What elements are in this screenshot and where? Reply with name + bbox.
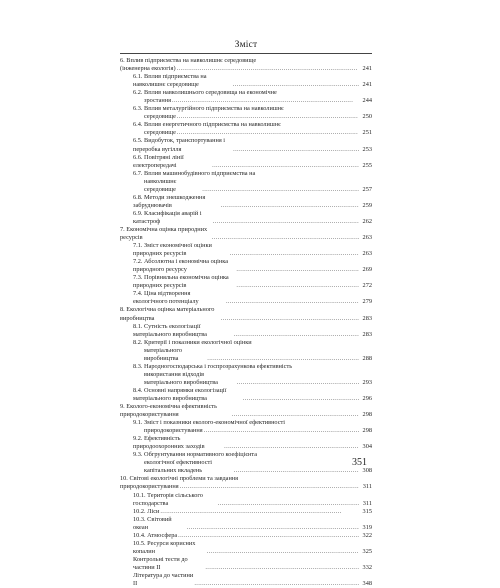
dot-leader [218,500,359,508]
toc-entry-text: 6.1. Вплив підприємства на навколишнє середовище [133,73,207,89]
toc-entry-text: середовище [144,113,176,121]
dot-leader [204,427,359,435]
toc-entry-text: 10.2. Ліси [133,507,160,515]
toc-entry-tests2 [120,556,372,572]
dot-leader [236,266,359,274]
dot-leader [233,81,359,89]
toc-entry-text: 10.1. Територія сільського господарства [133,491,203,507]
toc-entry-s8-4 [120,387,372,403]
toc-entry-s10-5 [120,540,372,556]
toc-entry-s10 [120,475,372,491]
dot-leader [234,331,359,339]
toc-entry-page: 253 [362,145,372,153]
toc-entry-page: 296 [362,394,372,402]
toc-entry-page: 322 [362,531,372,539]
toc-entry-text: 7.4. Ціна відтворення екологічного потенціалу [133,290,199,306]
toc-entry-page: 283 [362,330,372,338]
toc-entry-text: екологічної ефективності капітальних вкладень [144,459,213,475]
toc-entry-page: 263 [362,250,372,258]
toc-entry-text: 8.2. Критерії і показники екологічної оцінки [133,338,252,346]
toc-entry-s6-1 [120,73,372,89]
toc-entry-text: 7. Економічна оцінка природних ресурсів [120,225,208,242]
toc-entry-text: 10.5. Ресурси корисних копалин [133,539,196,555]
dot-leader [237,379,359,387]
toc-entry-s6-4 [120,121,372,137]
dot-leader [221,315,359,323]
toc-entry-page: 272 [362,282,372,290]
toc-entry-page: 283 [362,314,372,322]
table-of-contents [120,57,372,588]
toc-entry-s6-8 [120,194,372,210]
toc-entry-page: 293 [362,378,372,386]
dot-leader [221,202,359,210]
toc-entry-s7 [120,226,372,242]
dot-leader [177,129,359,137]
dot-leader [177,113,359,121]
toc-entry-page: 244 [362,97,372,105]
toc-entry-s9 [120,403,372,419]
toc-entry-s8-3 [120,363,372,387]
dot-leader [233,146,359,154]
toc-entry-page: 241 [362,81,372,89]
toc-entry-s7-2 [120,258,372,274]
toc-entry-page: 332 [362,563,372,571]
page-title: Зміст [234,40,258,50]
dot-leader [243,395,359,403]
toc-entry-text: 6.3. Вплив металургійного підприємства на навколишнє [133,105,284,113]
toc-entry-text: 7.1. Зміст економічної оцінки природних ресурсів [133,242,212,258]
toc-entry-page: 263 [362,234,372,242]
toc-entry-page: 257 [362,185,372,193]
toc-entry-page: 259 [362,201,372,209]
toc-entry-page: 288 [362,354,372,362]
toc-entry-page: 269 [362,266,372,274]
toc-entry-s6 [120,57,372,73]
toc-entry-text: 9.1. Зміст і показники еколого-економічної ефективності [133,419,286,427]
toc-entry-text: 8. Екологічна оцінка матеріального виробництва [120,306,215,322]
toc-entry-s6-9 [120,210,372,226]
dot-leader [180,483,359,491]
toc-entry-text: 6. Вплив підприємства на навколишнє середовище [120,57,257,64]
toc-entry-s8-1 [120,323,372,339]
toc-entry-page: 241 [362,65,372,73]
dot-leader [226,298,359,306]
toc-entry-s7-3 [120,274,372,290]
toc-entry-text: 10.4. Атмосфера [133,531,178,539]
toc-entry-text: 10. Світові екологічні проблеми та завдання [120,475,239,483]
toc-entry-s7-4 [120,290,372,306]
header-rule [120,53,372,54]
toc-entry-text: 6.8. Методи знешкодження забруднювачів [133,193,206,209]
toc-entry-text: 9.2. Ефективність природоохоронних заходів [133,435,205,451]
toc-entry-text: 8.1. Сутність екологізації матеріального виробництва [133,322,207,338]
toc-entry-text: 8.4. Основні напрямки екологізації матеріального виробництва [133,386,227,402]
toc-entry-s8-2 [120,339,372,363]
toc-entry-page: 251 [362,129,372,137]
dot-leader [234,467,359,475]
dot-leader [205,564,359,572]
toc-entry-text: Література до частини II [133,572,194,588]
dot-leader [194,580,359,588]
toc-entry-text: використання відходів матеріального виробництва [144,370,218,386]
toc-entry-text: навколишнє середовище [144,177,177,193]
dot-leader [236,282,359,290]
toc-entry-text: 6.6. Повітряні лінії електропередачі [133,153,184,169]
toc-entry-text: природокористування [120,483,179,491]
toc-entry-page: 319 [362,523,372,531]
toc-entry-page: 262 [362,217,372,225]
toc-entry-text: зростання [144,97,171,105]
dot-leader [230,250,359,258]
toc-entry-text: 6.5. Видобуток, транспортування і переробка вугілля [133,137,226,153]
toc-entry-page: 250 [362,113,372,121]
toc-entry-page: 279 [362,298,372,306]
toc-entry-text: 6.2. Вплив навколишнього середовища на економічне [133,89,277,97]
toc-entry-text: середовище [144,129,176,137]
dot-leader [207,355,359,363]
toc-entry-page: 315 [362,507,372,515]
toc-entry-text: 6.7. Вплив машинобудівного підприємства на [133,169,256,177]
toc-entry-s10-3 [120,516,372,532]
dot-leader [160,508,359,516]
toc-entry-text: 7.2. Абсолютна і економічна оцінка природного ресурсу [133,258,229,274]
dot-leader [202,186,359,194]
toc-entry-page: 325 [362,547,372,555]
toc-entry-page: 298 [362,427,372,435]
toc-entry-s9-3 [120,451,372,475]
toc-entry-s6-5 [120,137,372,153]
toc-entry-page: 311 [362,483,372,491]
dot-leader [177,65,359,73]
toc-entry-page: 255 [362,161,372,169]
toc-entry-page: 304 [362,443,372,451]
toc-entry-text: 6.4. Вплив енергетичного підприємства на навколишнє [133,121,281,129]
toc-entry-page: 308 [362,467,372,475]
toc-entry-s6-3 [120,105,372,121]
toc-entry-text: Контрольні тести до частини II [133,555,188,571]
page-number: 351 [352,457,367,468]
toc-entry-text: матеріального виробництва [144,346,182,362]
toc-entry-text: природокористування [144,427,203,435]
toc-entry-s7-1 [120,242,372,258]
dot-leader [187,524,359,532]
toc-entry-text: 6.9. Класифікація аварій і катастроф [133,209,202,225]
dot-leader [212,162,359,170]
dot-leader [224,443,359,451]
toc-entry-s10-2 [120,508,372,516]
dot-leader [178,532,359,540]
toc-entry-s9-2 [120,435,372,451]
toc-entry-s6-6 [120,154,372,170]
toc-entry-page: 311 [362,499,372,507]
toc-entry-s8 [120,306,372,322]
toc-entry-text: 7.3. Порівняльна економічна оцінка природних ресурсів [133,274,229,290]
toc-entry-page: 348 [362,580,372,588]
dot-leader [213,218,359,226]
toc-entry-s6-7 [120,170,372,194]
toc-entry-s9-1 [120,419,372,435]
dot-leader [207,548,359,556]
toc-entry-s10-4 [120,532,372,540]
dot-leader [212,234,359,242]
dot-leader [232,411,359,419]
toc-entry-page: 298 [362,411,372,419]
toc-entry-text: 9.3. Обгрунтування нормативного коефіцієнта [133,451,258,459]
toc-entry-text: 9. Еколого-економічна ефективність природокористування [120,403,217,419]
toc-entry-s6-2 [120,89,372,105]
toc-entry-text: 10.3. Світовий океан [133,515,172,531]
toc-entry-text: (інженерна екологія) [120,65,176,73]
dot-leader [172,97,359,105]
toc-entry-lit2 [120,572,372,588]
toc-entry-text: 8.3. Народногосподарська і госпрозрахункова ефективність [133,362,293,370]
